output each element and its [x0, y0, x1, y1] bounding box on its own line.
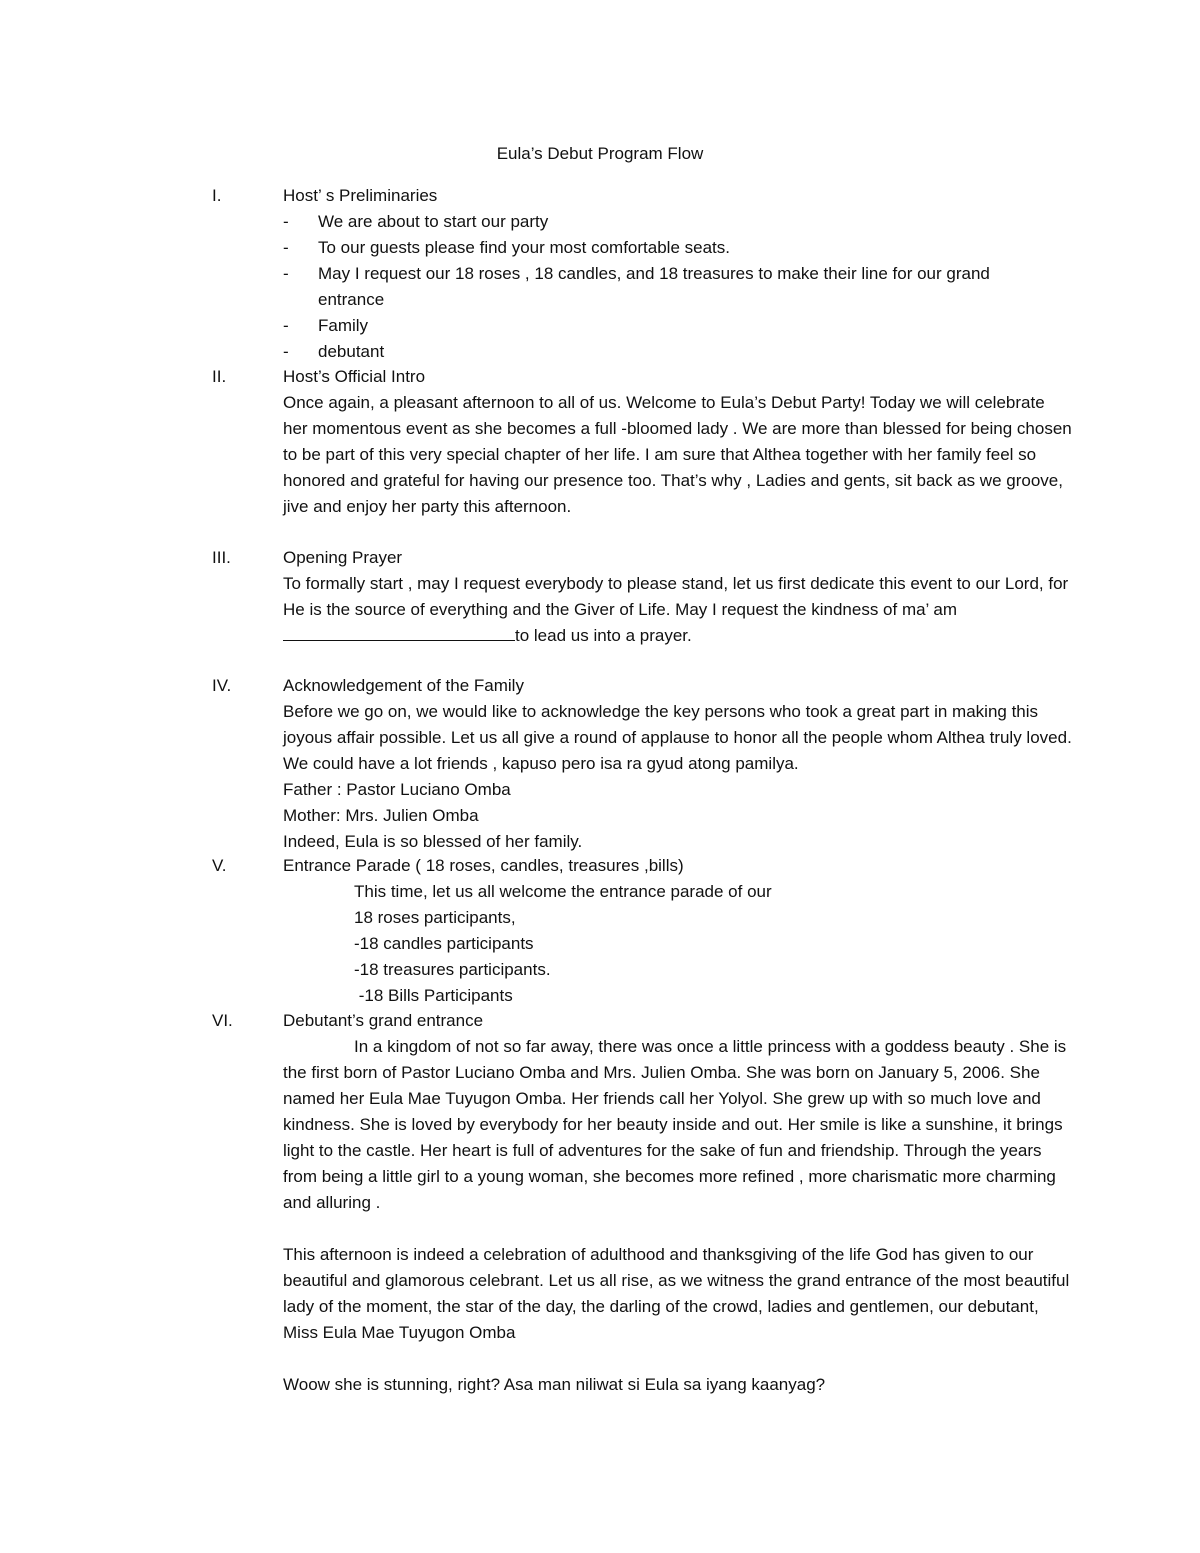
section-heading: Host’ s Preliminaries: [283, 186, 438, 205]
section-paragraph: To formally start , may I request everybody to please stand, let us first dedicate this event to our Lord, for He is the source of everything and the Giver of Life. May I request the kindness of ma’ am to lead us into a prayer.: [283, 574, 1069, 645]
section-body: [283, 545, 1073, 649]
bullet-item: - May I request our 18 roses , 18 candles, and 18 treasures to make their line for our grand entrance: [283, 264, 990, 309]
bullet-item: - We are about to start our party: [283, 212, 549, 231]
section-body: [283, 1008, 1073, 1398]
parade-line: -18 treasures participants.: [354, 960, 551, 979]
celebration-paragraph: This afternoon is indeed a celebration of adulthood and thanksgiving of the life God has given to our beautiful and glamorous celebrant. Let us all rise, as we witness the grand entrance of the most beautiful lady of the moment, the star of the day, the darling of the crowd, ladies and gentlemen, our debutant, Miss Eula Mae Tuyugon Omba: [283, 1245, 1070, 1342]
section-heading: Host’s Official Intro: [283, 367, 426, 386]
section-heading: Acknowledgement of the Family: [283, 676, 524, 695]
section-heading: Opening Prayer: [283, 548, 403, 567]
bullet-item: - Family: [283, 316, 369, 335]
closing-line: Indeed, Eula is so blessed of her family.: [283, 832, 583, 851]
section-numeral: III.: [212, 548, 231, 567]
section-body: [283, 853, 1073, 1009]
parade-line: This time, let us all welcome the entrance parade of our: [354, 882, 772, 901]
section-paragraph: Once again, a pleasant afternoon to all of us. Welcome to Eula’s Debut Party! Today we will celebrate her momentous event as she becomes a full -bloomed lady . We are more than blessed for being chosen to be part of this very special chapter of her life. I am sure that Althea together with her family feel so honored and grateful for having our presence too. That’s why , Ladies and gents, sit back as we groove, jive and enjoy her party this afternoon.: [283, 393, 1072, 516]
section-numeral: VI.: [212, 1011, 233, 1030]
section-numeral: I.: [212, 186, 222, 205]
section-body: [283, 673, 1073, 855]
parade-line: -18 Bills Participants: [354, 986, 513, 1005]
section-numeral: IV.: [212, 676, 232, 695]
father-line: Father : Pastor Luciano Omba: [283, 780, 511, 799]
section-heading: Entrance Parade ( 18 roses, candles, treasures ,bills): [283, 856, 684, 875]
section-numeral: II.: [212, 367, 227, 386]
document-title: Eula’s Debut Program Flow: [496, 144, 704, 163]
bullet-item: - To our guests please find your most comfortable seats.: [283, 238, 730, 257]
section-numeral: V.: [212, 856, 227, 875]
parade-line: 18 roses participants,: [354, 908, 516, 927]
section-heading: Debutant’s grand entrance: [283, 1011, 484, 1030]
closing-paragraph: Woow she is stunning, right? Asa man niliwat si Eula sa iyang kaanyag?: [283, 1375, 826, 1394]
parade-line: -18 candles participants: [354, 934, 534, 953]
mother-line: Mother: Mrs. Julien Omba: [283, 806, 479, 825]
fill-in-blank-line: [283, 623, 515, 641]
section-body: [283, 183, 1073, 365]
bullet-item: - debutant: [283, 342, 385, 361]
section-paragraph: Before we go on, we would like to acknowledge the key persons who took a great part in making this joyous affair possible. Let us all give a round of applause to honor all the people whom Althea truly loved. We could have a lot friends , kapuso pero isa ra gyud atong pamilya.: [283, 702, 1072, 773]
story-paragraph: In a kingdom of not so far away, there was once a little princess with a goddess beauty . She is the first born of Pastor Luciano Omba and Mrs. Julien Omba. She was born on January 5, 2006. She named her Eula Mae Tuyugon Omba. Her friends call her Yolyol. She grew up with so much love and kindness. She is loved by everybody for her beauty inside and out. Her smile is like a sunshine, it brings light to the castle. Her heart is full of adventures for the sake of fun and friendship. Through the years from being a little girl to a young woman, she becomes more refined , more charismatic more charming and alluring .: [283, 1037, 1067, 1212]
section-body: [283, 364, 1073, 520]
